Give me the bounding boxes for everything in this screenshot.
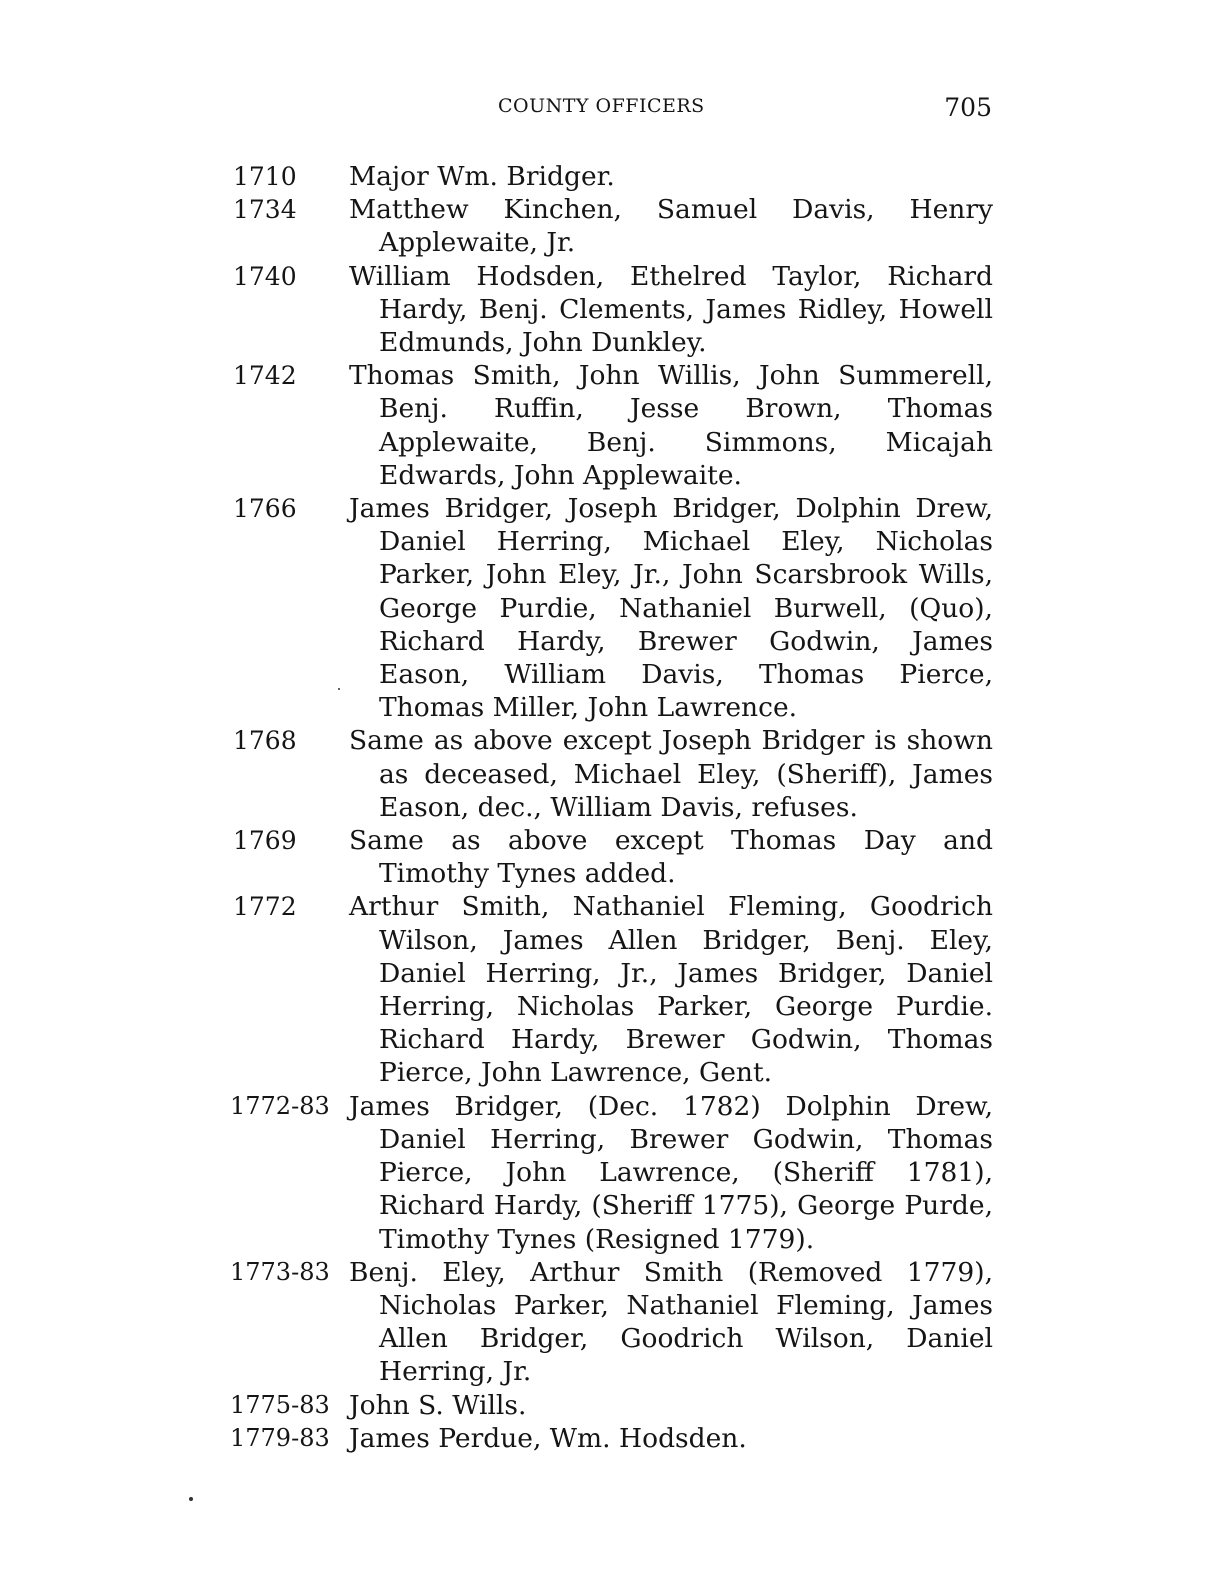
entry-text: Major Wm. Bridger.: [349, 161, 615, 192]
entry-year: 1769: [233, 826, 297, 856]
list-item: [230, 1422, 994, 1455]
entry-text: Matthew Kinchen, Samuel Davis, Henry Applewaite, Jr.: [349, 194, 993, 259]
list-item: [230, 1256, 994, 1389]
entry-text: James Perdue, Wm. Hodsden.: [349, 1422, 747, 1454]
officer-entries-list: [230, 160, 994, 1455]
list-item: [230, 492, 994, 724]
list-item: [230, 824, 994, 890]
entry-text: John S. Wills.: [349, 1389, 527, 1421]
entry-year: 1773-83: [230, 1257, 330, 1286]
scan-speck: [189, 1497, 193, 1501]
running-head: [230, 93, 992, 127]
entry-text: William Hodsden, Ethelred Taylor, Richard Hardy, Benj. Clements, James Ridley, Howell Edmunds, John Dunkley.: [349, 260, 993, 359]
entry-year: 1710: [233, 162, 297, 191]
list-item: [230, 890, 994, 1089]
list-item: [230, 1389, 994, 1422]
list-item: [230, 260, 994, 360]
entry-year: 1772: [233, 892, 297, 922]
running-head-title: COUNTY OFFICERS: [498, 95, 705, 117]
entry-year: 1772-83: [230, 1091, 330, 1120]
entry-text: Arthur Smith, Nathaniel Fleming, Goodrich Wilson, James Allen Bridger, Benj. Eley, Daniel Herring, Jr., James Bridger, Daniel Herring, Nicholas Parker, George Purdie. Richard Hardy, Brewer Godwin, Thomas Pierce, John Lawrence, Gent.: [349, 891, 993, 1089]
entry-text: Thomas Smith, John Willis, John Summerell, Benj. Ruffin, Jesse Brown, Thomas Applewaite, Benj. Simmons, Micajah Edwards, John Applewaite.: [349, 360, 993, 491]
entry-year: 1775-83: [230, 1390, 330, 1419]
entry-text: Same as above except Thomas Day and Timothy Tynes added.: [349, 825, 993, 890]
entry-text: James Bridger, Joseph Bridger, Dolphin Drew, Daniel Herring, Michael Eley, Nicholas Parker, John Eley, Jr., John Scarsbrook Wills, George Purdie, Nathaniel Burwell, (Quo), Richard Hardy, Brewer Godwin, James Eason, William Davis, Thomas Pierce, Thomas Miller, John Lawrence.: [349, 493, 993, 724]
list-item: [230, 193, 994, 259]
page-number: 705: [944, 93, 992, 122]
list-item: [230, 1090, 994, 1256]
entry-year: 1766: [233, 494, 297, 524]
entry-text: Same as above except Joseph Bridger is shown as deceased, Michael Eley, (Sheriff), James Eason, dec., William Davis, refuses.: [349, 725, 993, 823]
scan-speck: [338, 688, 340, 690]
entry-year: 1742: [233, 361, 297, 391]
entry-year: 1734: [233, 195, 297, 225]
entry-year: 1779-83: [230, 1423, 330, 1452]
list-item: [230, 359, 994, 492]
entry-year: 1740: [233, 261, 297, 291]
entry-text: James Bridger, (Dec. 1782) Dolphin Drew, Daniel Herring, Brewer Godwin, Thomas Pierce, John Lawrence, (Sheriff 1781), Richard Hardy, (Sheriff 1775), George Purde, Timothy Tynes (Resigned 1779).: [349, 1090, 993, 1255]
entry-year: 1768: [233, 726, 297, 756]
entry-text: Benj. Eley, Arthur Smith (Removed 1779), Nicholas Parker, Nathaniel Fleming, James Allen Bridger, Goodrich Wilson, Daniel Herring, Jr.: [349, 1256, 993, 1388]
list-item: [230, 724, 994, 824]
list-item: [230, 160, 994, 193]
